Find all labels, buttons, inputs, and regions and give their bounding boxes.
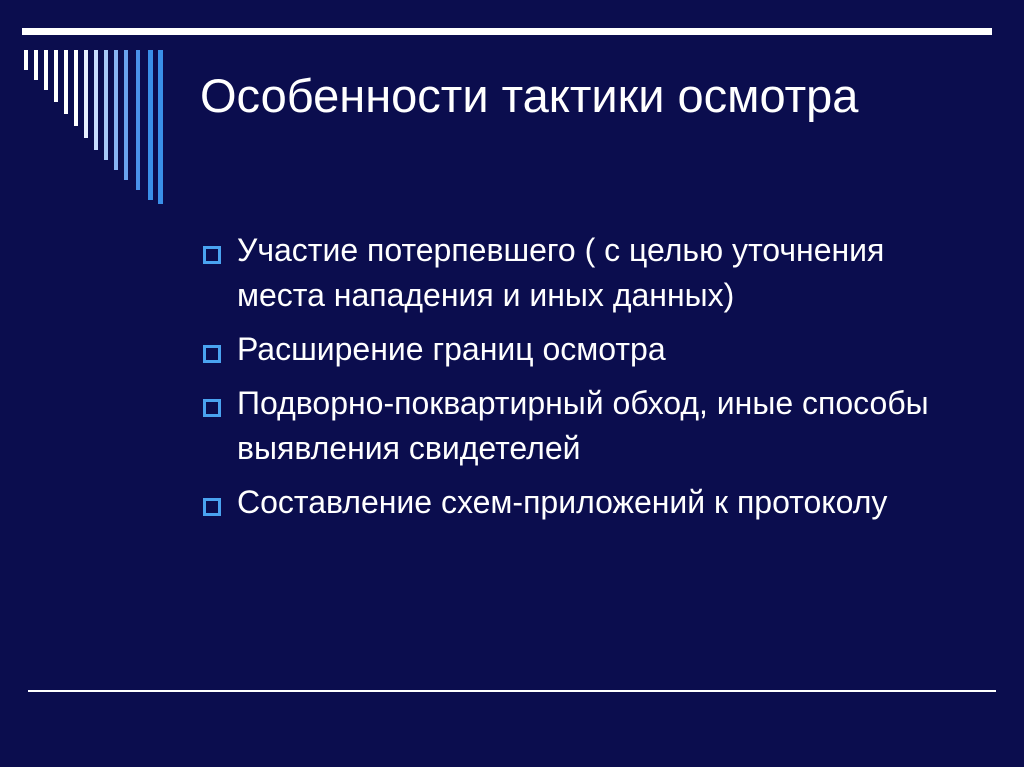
bullet-text: Подворно-поквартирный обход, иные способы выявления свидетелей [237,385,929,466]
stripe [34,50,38,80]
bottom-divider-line [28,690,996,692]
stripe [84,50,88,138]
stripe [74,50,78,126]
hollow-square-icon [203,399,221,417]
list-item [200,480,940,525]
list-item [200,327,940,372]
slide-title: Особенности тактики осмотра [200,69,859,122]
hollow-square-icon [203,498,221,516]
list-item [200,381,940,471]
bullet-text: Расширение границ осмотра [237,331,666,367]
stripe [54,50,58,102]
stripe [114,50,118,170]
bullet-list [200,228,940,534]
hollow-square-icon [203,246,221,264]
bullet-text: Составление схем-приложений к протоколу [237,484,888,520]
stripe [64,50,68,114]
stripe [124,50,128,180]
stripe [104,50,108,160]
bullet-text: Участие потерпевшего ( с целью уточнения места нападения и иных данных) [237,232,885,313]
stripe [136,50,140,190]
stripe [148,50,153,200]
hollow-square-icon [203,345,221,363]
stripe [158,50,163,204]
stripe [94,50,98,150]
stripe [44,50,48,90]
vertical-stripes-decoration [0,0,180,210]
stripe [24,50,28,70]
list-item [200,228,940,318]
